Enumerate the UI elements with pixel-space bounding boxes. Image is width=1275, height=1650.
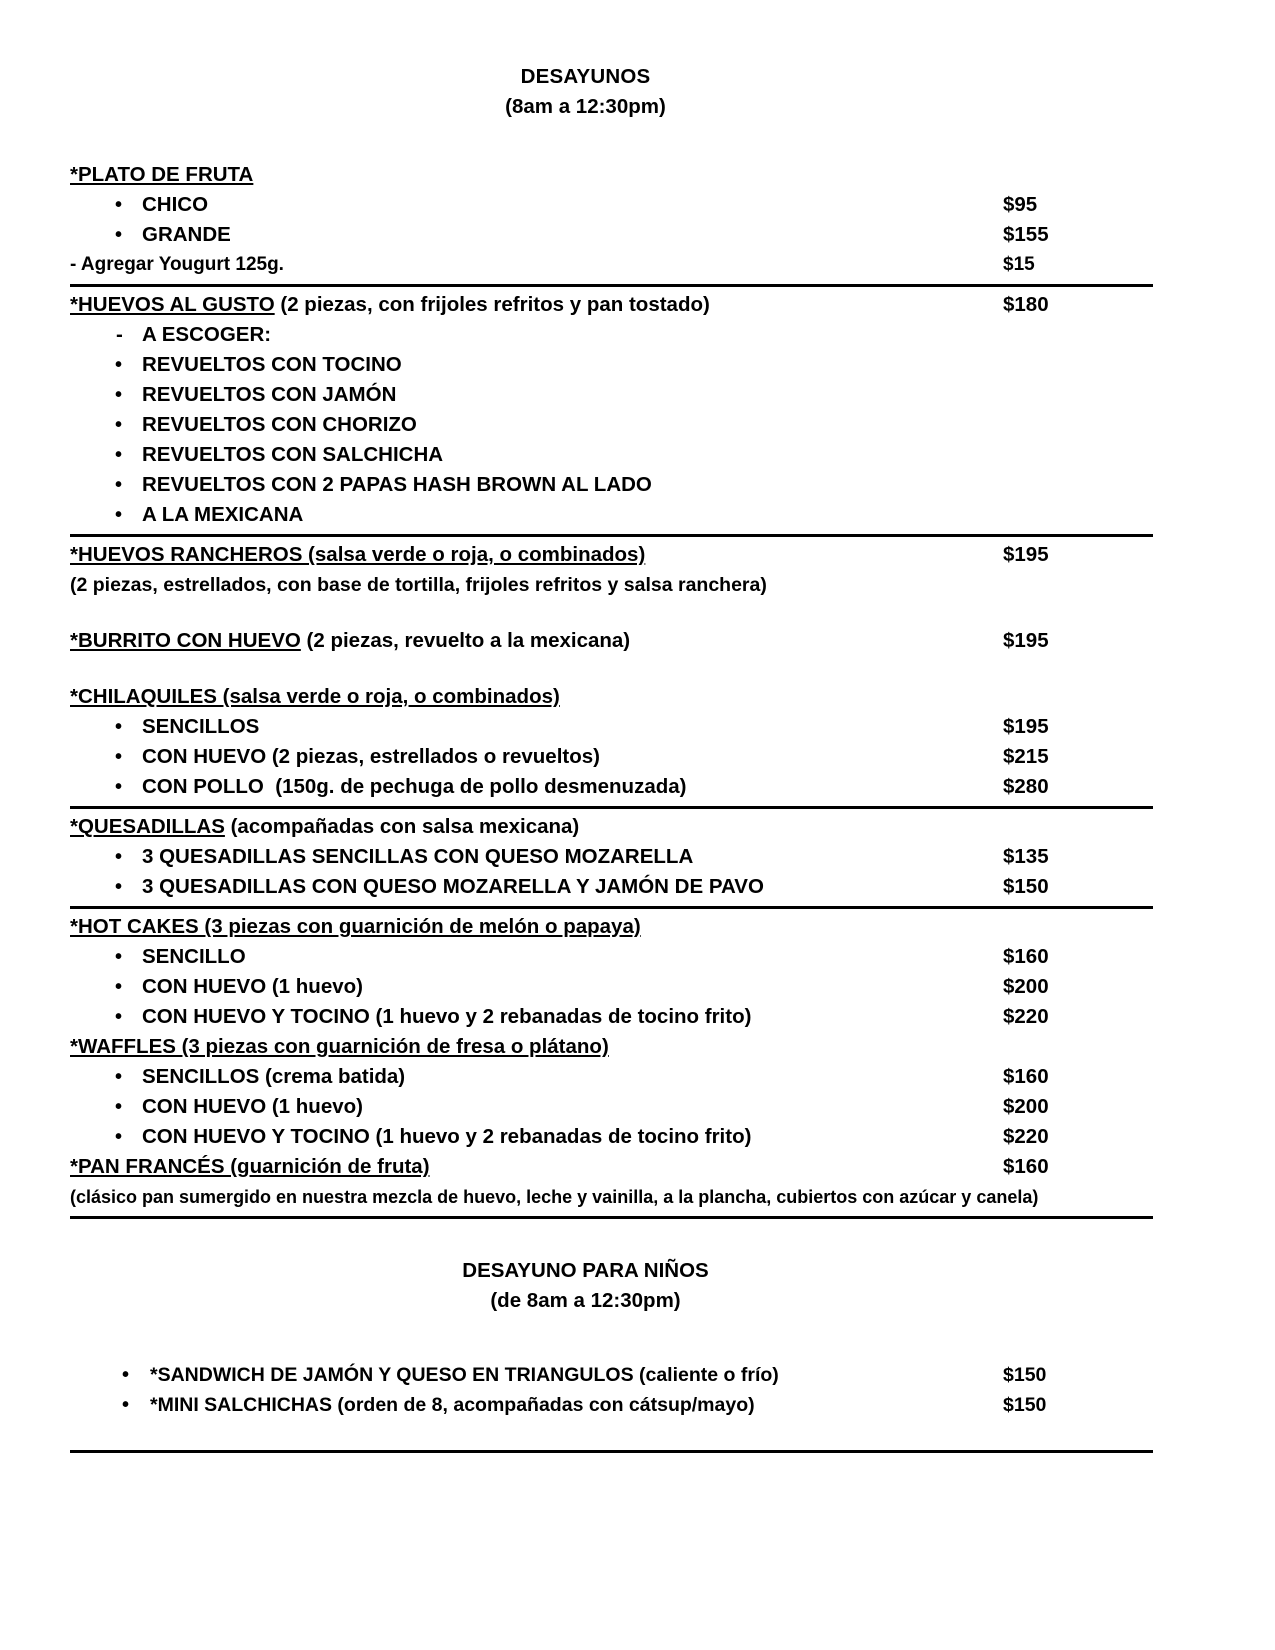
menu-item-label: • REVUELTOS CON JAMÓN <box>142 383 397 406</box>
menu-item <box>70 842 1153 872</box>
vertical-gap <box>70 656 1153 682</box>
section-heading-text: *HUEVOS AL GUSTO <box>70 293 275 316</box>
menu-item-label: • 3 QUESADILLAS CON QUESO MOZARELLA Y JAMÓN DE PAVO <box>142 875 764 898</box>
section-heading <box>70 812 1153 842</box>
menu-item-label: • CON HUEVO (2 piezas, estrellados o revueltos) <box>142 745 600 768</box>
section-heading-text: *HUEVOS RANCHEROS (salsa verde o roja, o combinados) <box>70 543 646 566</box>
menu-item <box>70 742 1153 772</box>
section-chilaquiles <box>70 682 1153 802</box>
section-heading <box>70 540 1153 570</box>
section-heading-text: *PAN FRANCÉS (guarnición de fruta) <box>70 1155 430 1178</box>
menu-item-label: • 3 QUESADILLAS SENCILLAS CON QUESO MOZARELLA <box>142 845 694 868</box>
menu-item-price: $160 <box>1003 1065 1049 1088</box>
section-description: (2 piezas, estrellados, con base de tortilla, frijoles refritos y salsa ranchera) <box>70 574 767 596</box>
section-heading-text: *HOT CAKES (3 piezas con guarnición de melón o papaya) <box>70 915 641 938</box>
menu-item-label: • CON HUEVO (1 huevo) <box>142 1095 363 1118</box>
menu-item-price: $150 <box>1003 1394 1047 1416</box>
menu-item-label: • *MINI SALCHICHAS (orden de 8, acompañadas con cátsup/mayo) <box>150 1394 755 1416</box>
menu-item-price: $135 <box>1003 845 1049 868</box>
menu-item-price: $215 <box>1003 745 1049 768</box>
section-heading-text: *PLATO DE FRUTA <box>70 163 254 186</box>
menu-item-label: • REVUELTOS CON 2 PAPAS HASH BROWN AL LADO <box>142 473 652 496</box>
menu-item-price: $220 <box>1003 1005 1049 1028</box>
menu-item-price: $220 <box>1003 1125 1049 1148</box>
section-quesadillas <box>70 812 1153 902</box>
menu-item <box>70 872 1153 902</box>
section-price: $195 <box>1003 629 1049 652</box>
section-plato-de-fruta <box>70 160 1153 280</box>
menu-item <box>70 972 1153 1002</box>
menu-item-label: • SENCILLO <box>142 945 246 968</box>
section-heading-wrap <box>70 290 710 320</box>
section-kids-breakfast <box>70 1256 1153 1420</box>
section-heading <box>70 160 1153 190</box>
section-heading <box>70 912 1153 942</box>
menu-item-label: • GRANDE <box>142 223 231 246</box>
menu-item-label: • REVUELTOS CON SALCHICHA <box>142 443 444 466</box>
menu-item-label: • CON HUEVO Y TOCINO (1 huevo y 2 rebanadas de tocino frito) <box>142 1125 752 1148</box>
menu-item-label: • A LA MEXICANA <box>142 503 304 526</box>
section-heading <box>70 290 1153 320</box>
menu-item <box>70 380 1153 410</box>
menu-item <box>70 190 1153 220</box>
menu-item <box>70 220 1153 250</box>
section-heading-wrap <box>70 812 579 842</box>
section-price: $195 <box>1003 543 1049 566</box>
menu-item <box>70 470 1153 500</box>
menu-item <box>70 1002 1153 1032</box>
section-hot-cakes <box>70 912 1153 1032</box>
section-heading-suffix: (2 piezas, revuelto a la mexicana) <box>300 629 631 652</box>
kids-section-title: DESAYUNO PARA NIÑOS <box>462 1259 709 1282</box>
section-heading-text: *QUESADILLAS <box>70 815 225 838</box>
menu-item-price: $95 <box>1003 193 1038 216</box>
menu-item <box>70 712 1153 742</box>
section-heading-suffix: (acompañadas con salsa mexicana) <box>224 815 580 838</box>
section-waffles <box>70 1032 1153 1152</box>
section-heading-suffix: (2 piezas, con frijoles refritos y pan tostado) <box>274 293 710 316</box>
section-heading-text: *BURRITO CON HUEVO <box>70 629 301 652</box>
section-divider <box>70 284 1153 287</box>
menu-item-price: $200 <box>1003 975 1049 998</box>
page-subtitle: (8am a 12:30pm) <box>505 95 666 118</box>
menu-item <box>70 410 1153 440</box>
menu-item-label: • CHICO <box>142 193 209 216</box>
menu-item-label: • SENCILLOS <box>142 715 260 738</box>
choose-label: - A ESCOGER: <box>142 323 272 346</box>
kids-menu-list <box>70 1360 1153 1420</box>
menu-item-label: • REVUELTOS CON CHORIZO <box>142 413 417 436</box>
section-heading-text: *WAFFLES (3 piezas con guarnición de fresa o plátano) <box>70 1035 609 1058</box>
section-heading <box>70 1152 1153 1182</box>
section-divider <box>70 534 1153 537</box>
vertical-gap <box>70 1222 1153 1256</box>
menu-item-label: • REVUELTOS CON TOCINO <box>142 353 402 376</box>
section-heading-text: *CHILAQUILES (salsa verde o roja, o combinados) <box>70 685 560 708</box>
menu-item-price: $155 <box>1003 223 1049 246</box>
menu-item <box>70 772 1153 802</box>
section-price: $180 <box>1003 293 1049 316</box>
menu-item <box>70 1122 1153 1152</box>
menu-item-label: • SENCILLOS (crema batida) <box>142 1065 406 1088</box>
choose-label-row <box>70 320 1153 350</box>
section-heading <box>70 1032 1153 1062</box>
section-pan-frances <box>70 1152 1153 1212</box>
menu-item <box>70 350 1153 380</box>
section-description: (clásico pan sumergido en nuestra mezcla de huevo, leche y vainilla, a la plancha, cubiertos con azúcar y canela) <box>70 1187 1039 1207</box>
menu-item-label: • CON HUEVO Y TOCINO (1 huevo y 2 rebanadas de tocino frito) <box>142 1005 752 1028</box>
section-divider <box>70 806 1153 809</box>
menu-item <box>70 440 1153 470</box>
menu-item <box>70 1360 1153 1390</box>
section-burrito-con-huevo <box>70 626 1153 656</box>
menu-item <box>70 1390 1153 1420</box>
vertical-gap <box>70 1420 1153 1446</box>
section-heading <box>70 626 1153 656</box>
menu-item <box>70 1092 1153 1122</box>
menu-item <box>70 1062 1153 1092</box>
vertical-gap <box>70 600 1153 626</box>
menu-item-label: • *SANDWICH DE JAMÓN Y QUESO EN TRIANGULOS (caliente o frío) <box>150 1364 779 1386</box>
section-heading-wrap <box>70 626 630 656</box>
menu-item-price: $195 <box>1003 715 1049 738</box>
section-huevos-rancheros <box>70 540 1153 600</box>
section-divider <box>70 906 1153 909</box>
section-heading <box>70 682 1153 712</box>
kids-section-subtitle: (de 8am a 12:30pm) <box>490 1289 681 1312</box>
section-price: $160 <box>1003 1155 1049 1178</box>
menu-item-label: • CON HUEVO (1 huevo) <box>142 975 363 998</box>
menu-item <box>70 942 1153 972</box>
menu-item-price: $150 <box>1003 1364 1047 1386</box>
bottom-divider <box>70 1450 1153 1453</box>
add-on-label: - Agregar Yougurt 125g. <box>70 254 284 275</box>
menu-item-price: $160 <box>1003 945 1049 968</box>
section-divider <box>70 1216 1153 1219</box>
menu-item-price: $150 <box>1003 875 1049 898</box>
page-title: DESAYUNOS <box>520 65 651 88</box>
menu-item-price: $280 <box>1003 775 1049 798</box>
menu-item-price: $200 <box>1003 1095 1049 1118</box>
add-on-note <box>70 250 1153 280</box>
menu-item-label: • CON POLLO (150g. de pechuga de pollo desmenuzada) <box>142 775 687 798</box>
menu-item <box>70 500 1153 530</box>
section-huevos-al-gusto <box>70 290 1153 530</box>
add-on-price: $15 <box>1003 254 1035 275</box>
